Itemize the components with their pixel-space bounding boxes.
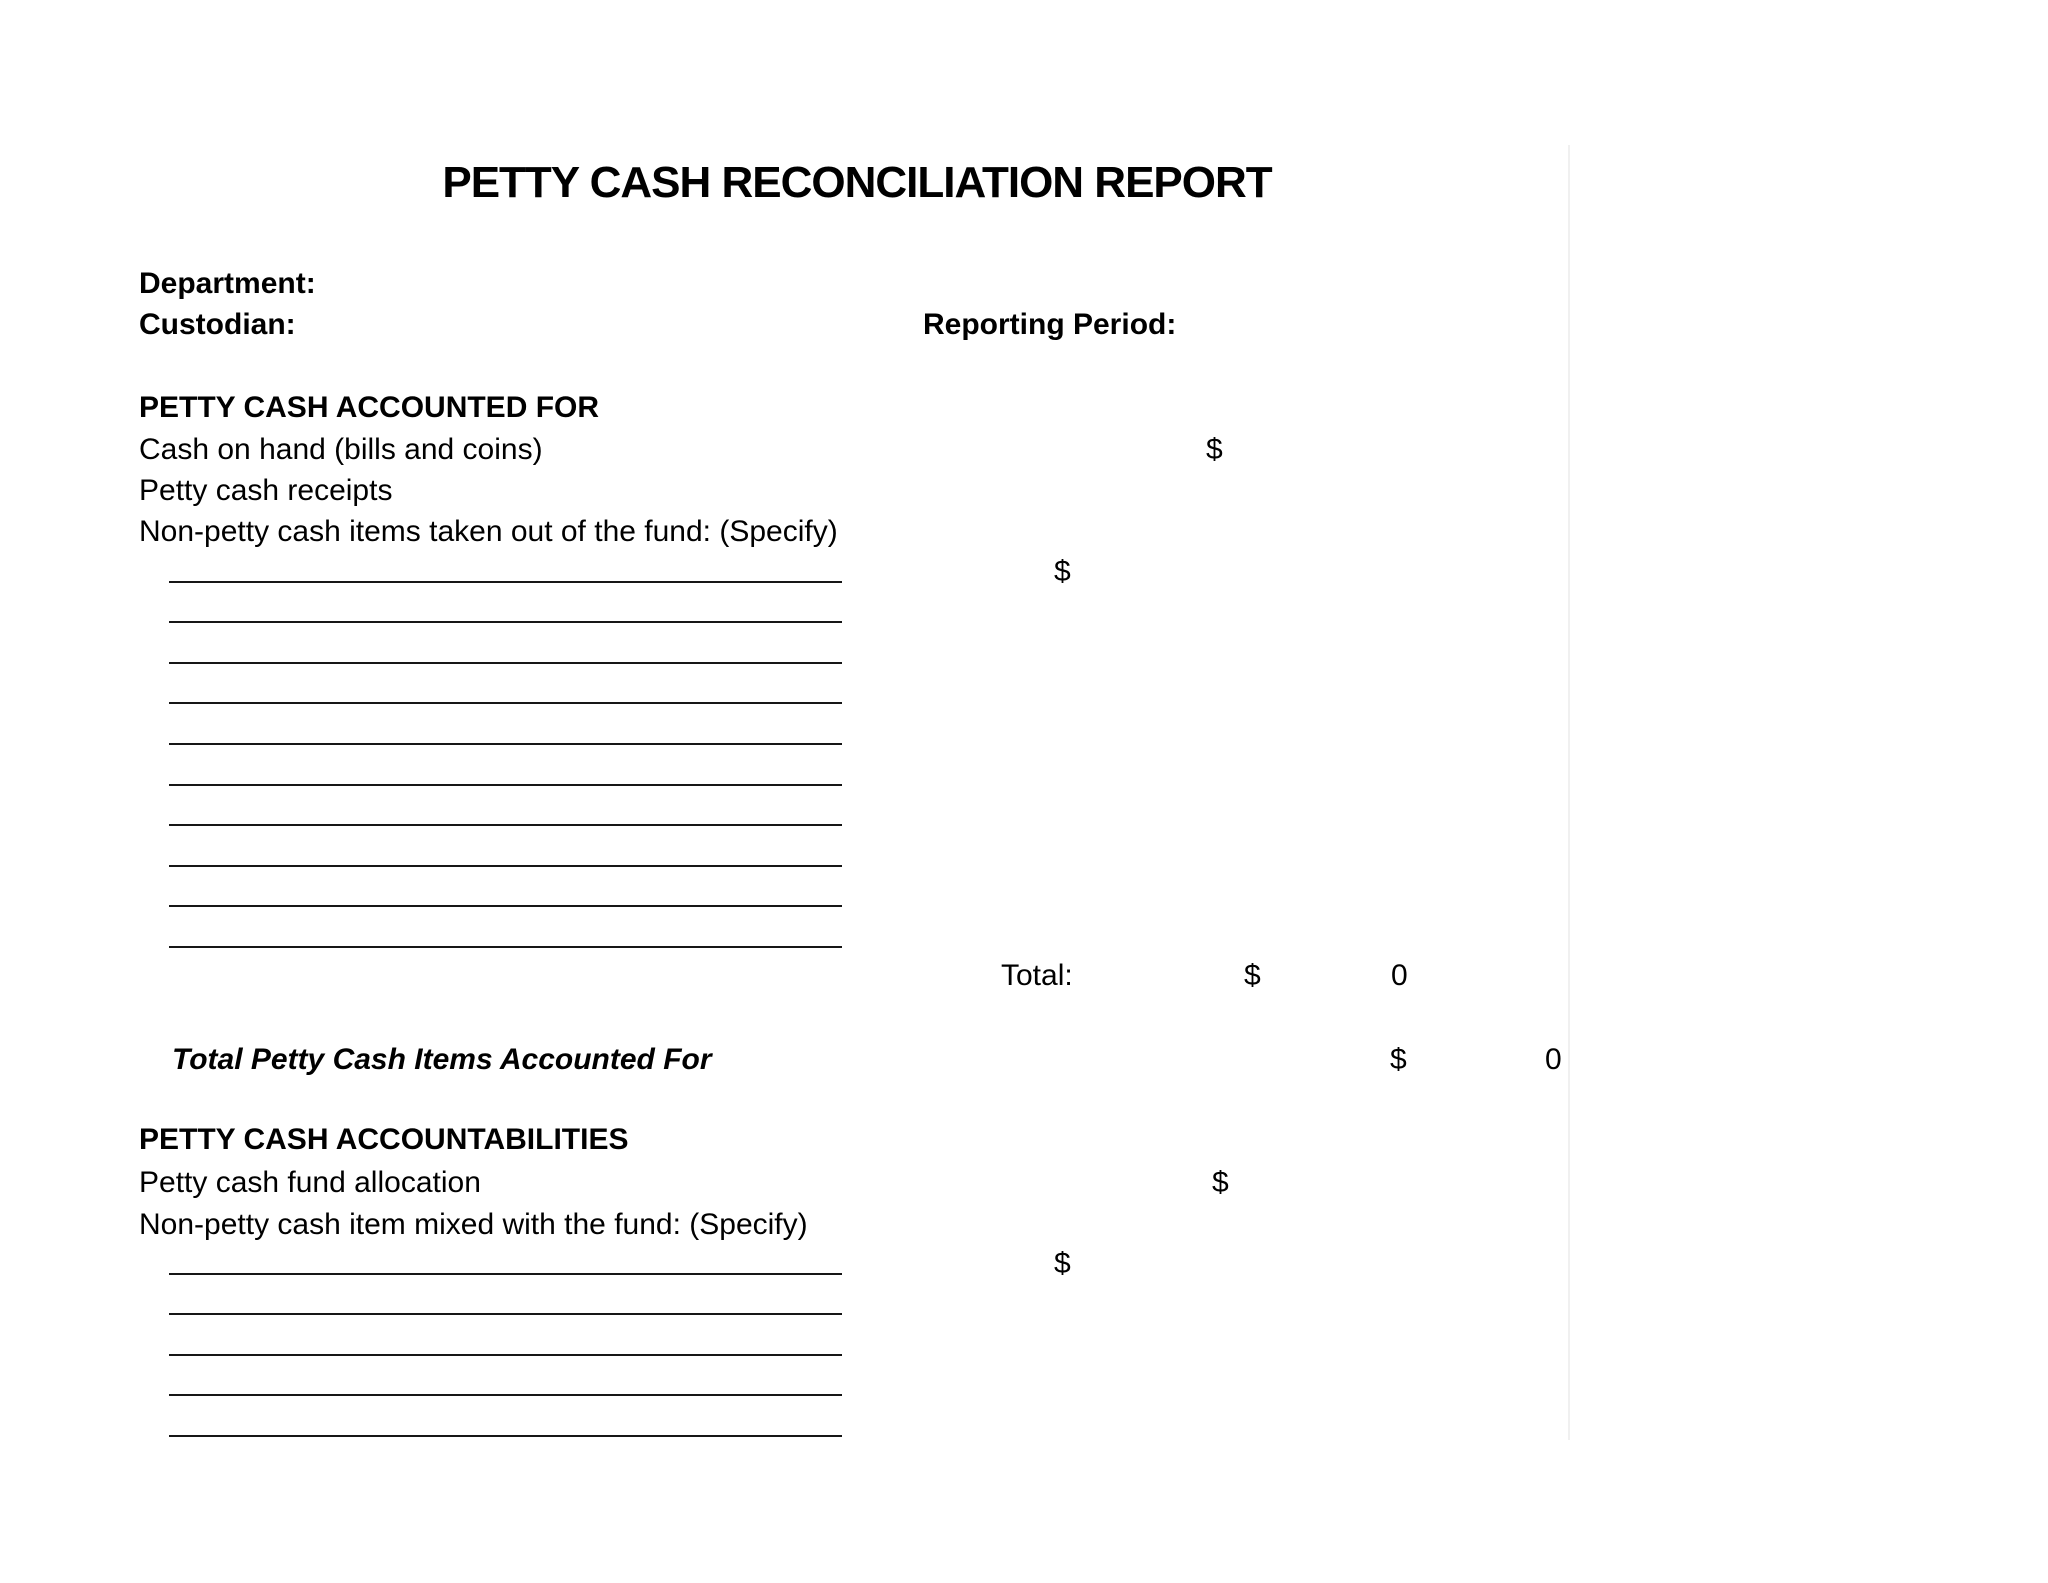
item-cash-on-hand: Cash on hand (bills and coins) <box>139 433 543 466</box>
blank-write-in-line <box>169 826 842 867</box>
accountabilities-heading: PETTY CASH ACCOUNTABILITIES <box>139 1123 629 1156</box>
blank-write-in-line <box>169 623 842 664</box>
blank-write-in-line <box>169 583 842 624</box>
blank-write-in-line <box>169 1234 842 1275</box>
fund-allocation-dollar-sign: $ <box>1212 1166 1229 1199</box>
item-petty-cash-receipts: Petty cash receipts <box>139 474 393 507</box>
write-in-dollar-sign: $ <box>1054 555 1071 588</box>
item-fund-allocation: Petty cash fund allocation <box>139 1166 481 1199</box>
blank-write-in-line <box>169 1396 842 1437</box>
blank-write-in-line <box>169 704 842 745</box>
page-title: PETTY CASH RECONCILIATION REPORT <box>442 158 1272 207</box>
accounted-for-heading: PETTY CASH ACCOUNTED FOR <box>139 391 600 424</box>
blank-write-in-line <box>169 907 842 948</box>
blank-write-in-line <box>169 1356 842 1397</box>
accounted-for-write-in-lines <box>169 542 842 948</box>
blank-write-in-line <box>169 1315 842 1356</box>
cash-on-hand-dollar-sign: $ <box>1206 433 1223 466</box>
blank-write-in-line <box>169 745 842 786</box>
print-area-divider <box>1568 145 1570 1440</box>
total-dollar-sign: $ <box>1244 959 1261 992</box>
reporting-period-label: Reporting Period: <box>923 308 1177 341</box>
summary-dollar-sign: $ <box>1390 1043 1407 1076</box>
write-in-dollar-sign: $ <box>1054 1247 1071 1280</box>
blank-write-in-line <box>169 664 842 705</box>
blank-write-in-line <box>169 1275 842 1316</box>
custodian-label: Custodian: <box>139 308 296 341</box>
department-label: Department: <box>139 267 316 300</box>
total-amount: 0 <box>1391 959 1408 992</box>
accountabilities-write-in-lines <box>169 1234 842 1437</box>
blank-write-in-line <box>169 786 842 827</box>
summary-label: Total Petty Cash Items Accounted For <box>172 1043 712 1076</box>
summary-amount: 0 <box>1545 1043 1562 1076</box>
item-non-petty-cash-out: Non-petty cash items taken out of the fund: (Specify) <box>139 515 838 548</box>
total-label: Total: <box>1001 959 1073 992</box>
item-non-petty-cash-mixed: Non-petty cash item mixed with the fund: (Specify) <box>139 1208 808 1241</box>
blank-write-in-line <box>169 542 842 583</box>
blank-write-in-line <box>169 867 842 908</box>
